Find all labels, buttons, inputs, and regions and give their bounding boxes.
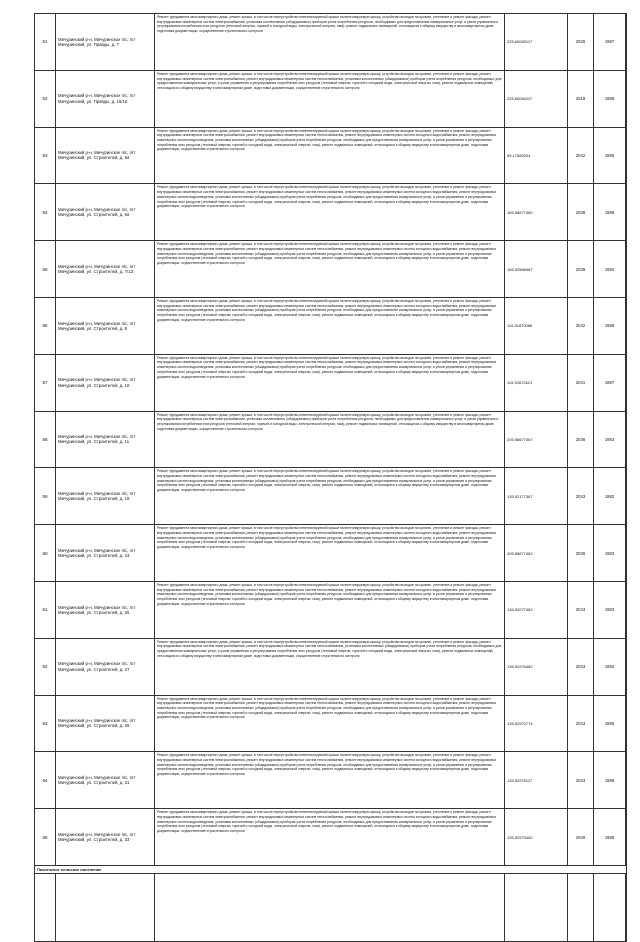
row-number: 57 <box>35 354 56 411</box>
works-description-cell: Ремонт фундамента многоквартирного дома, ремонт крыши, в том числе переустройство невентилируемой крыши на вентилируемую крышу, устройство выходов на кровлю, утепление и ремонт фасада, ремонт внутридомовых инженерных систем электроснабжения, установка коллективных (общедомовых) приборов учета потребления ресурсов, необходимых для предоставления коммунальных услуг, и узлов управления и регулирования потребления этих ресурсов (тепловой энергии, горячей и холодной воды, электрической энергии, газа), ремонт подвальных помещений, относящихся к общему имуществу в многоквартирном доме, подготовка документации, осуществление строительного контроля <box>155 14 505 71</box>
address-cell: Мичуринский р-н, Мичуринское п/с, пгт Мичуринский, ул. Правды, д. 7 <box>56 14 155 71</box>
planned-year-cell: 2043 <box>568 638 594 695</box>
empty-cell <box>626 184 627 241</box>
planned-year-cell: 2026 <box>568 14 594 71</box>
table-row <box>35 752 627 809</box>
area-value-cell: 205,58677482 <box>505 525 568 582</box>
row-number: 53 <box>35 127 56 184</box>
row-number: 55 <box>35 241 56 298</box>
build-year-cell: 1982 <box>594 468 626 525</box>
build-year-cell: 1985 <box>594 809 626 866</box>
area-value-cell: 115,52672621 <box>505 354 568 411</box>
address-cell: Мичуринский р-н, Мичуринское п/с, пгт Мичуринский, ул. Строителей, д. 31 <box>56 752 155 809</box>
works-description-cell: Ремонт фундамента многоквартирного дома, ремонт крыши, в том числе переустройство невентилируемой крыши на вентилируемую крышу, устройство выходов на кровлю, утепление и ремонт фасада, ремонт внутридомовых инженерных систем электроснабжения, ремонт внутридомовых инженерных систем теплоснабжения, установка коллективных (общедомовых) приборов учета потребления ресурсов, необходимых для предоставления коммунальных услуг, и узлов управления и регулирования потребления этих ресурсов (тепловой энергии, горячей и холодной воды, электрической энергии, газа), ремонт подвальных помещений, относящихся к общему имуществу в многоквартирном доме, подготовка документации, осуществление строительного контроля <box>155 638 505 695</box>
table-row <box>35 695 627 752</box>
row-number: 63 <box>35 695 56 752</box>
area-value-cell: 135,52177367 <box>505 468 568 525</box>
address-cell: Мичуринский р-н, Мичуринское п/с, пгт Мичуринский, ул. Строителей, д. 5а <box>56 127 155 184</box>
row-number: 61 <box>35 581 56 638</box>
build-year-cell: 1985 <box>594 752 626 809</box>
empty-cell <box>626 809 627 866</box>
area-value-cell: 135,52970774 <box>505 695 568 752</box>
section-row <box>35 865 627 873</box>
empty-cell <box>626 525 627 582</box>
table-row <box>35 638 627 695</box>
row-number: 59 <box>35 468 56 525</box>
table-row <box>35 184 627 241</box>
empty-cell <box>626 241 627 298</box>
table-row <box>35 809 627 866</box>
area-value-cell: 205,58677367 <box>505 411 568 468</box>
empty-cell <box>505 873 568 941</box>
empty-cell <box>626 695 627 752</box>
table-row <box>35 354 627 411</box>
build-year-cell: 1989 <box>594 184 626 241</box>
planned-year-cell: 2043 <box>568 695 594 752</box>
works-description-cell: Ремонт фундамента многоквартирного дома, ремонт крыши, в том числе переустройство невентилируемой крыши на вентилируемую крышу, устройство выходов на кровлю, утепление и ремонт фасада, ремонт внутридомовых инженерных систем электроснабжения, ремонт внутридомовых инженерных систем теплоснабжения, ремонт внутридомовых инженерных систем холодного водоснабжения, ремонт внутридомовых инженерных систем водоотведения, установка коллективных (общедомовых) приборов учета потребления ресурсов, необходимых для предоставления коммунальных услуг, и узлов управления и регулирования потребления этих ресурсов (тепловой энергии, горячей и холодной воды, электрической энергии, газа), ремонт подвальных помещений, относящихся к общему имуществу в многоквартирном доме, подготовка документации, осуществление строительного контроля <box>155 809 505 866</box>
empty-cell <box>626 411 627 468</box>
row-number: 56 <box>35 297 56 354</box>
area-value-cell: 165,52586987 <box>505 241 568 298</box>
area-value-cell: 95,17680004 <box>505 127 568 184</box>
planned-year-cell: 2039 <box>568 241 594 298</box>
build-year-cell: 1984 <box>594 638 626 695</box>
empty-cell <box>626 14 627 71</box>
build-year-cell: 1983 <box>594 525 626 582</box>
area-value-cell: 135,52976482 <box>505 638 568 695</box>
table-body <box>35 14 627 942</box>
blank-row <box>35 873 627 941</box>
empty-cell <box>626 468 627 525</box>
empty-cell <box>626 297 627 354</box>
table-row <box>35 241 627 298</box>
table-row <box>35 297 627 354</box>
row-number: 51 <box>35 14 56 71</box>
empty-cell <box>56 873 155 941</box>
build-year-cell: 1985 <box>594 695 626 752</box>
empty-cell <box>626 70 627 127</box>
address-cell: Мичуринский р-н, Мичуринское п/с, пгт Мичуринский, ул. Строителей, д. 33 <box>56 809 155 866</box>
table-row <box>35 468 627 525</box>
works-description-cell: Ремонт фундамента многоквартирного дома, ремонт крыши, в том числе переустройство невентилируемой крыши на вентилируемую крышу, устройство выходов на кровлю, утепление и ремонт фасада, ремонт внутридомовых инженерных систем электроснабжения, ремонт внутридомовых инженерных систем теплоснабжения, установка коллективных (общедомовых) приборов учета потребления ресурсов, необходимых для предоставления коммунальных услуг, и узлов управления и регулирования потребления этих ресурсов (тепловой энергии, горячей и холодной воды, электрической энергии, газа), ремонт подвальных помещений, относящихся к общему имуществу в многоквартирном доме, подготовка документации, осуществление строительного контроля <box>155 70 505 127</box>
area-value-cell: 165,58677480 <box>505 184 568 241</box>
planned-year-cell: 2043 <box>568 468 594 525</box>
build-year-cell: 1987 <box>594 354 626 411</box>
works-description-cell: Ремонт фундамента многоквартирного дома, ремонт крыши, в том числе переустройство невентилируемой крыши на вентилируемую крышу, устройство выходов на кровлю, утепление и ремонт фасада, ремонт внутридомовых инженерных систем электроснабжения, установка коллективных (общедомовых) приборов учета потребления ресурсов, необходимых для предоставления коммунальных услуг, и узлов управления и регулирования потребления этих ресурсов (тепловой энергии, горячей и холодной воды, электрической энергии, газа), ремонт подвальных помещений, относящихся к общему имуществу в многоквартирном доме, подготовка документации, осуществление строительного контроля <box>155 411 505 468</box>
empty-cell <box>626 354 627 411</box>
planned-year-cell: 2043 <box>568 752 594 809</box>
planned-year-cell: 2041 <box>568 354 594 411</box>
address-cell: Мичуринский р-н, Мичуринское п/с, пгт Мичуринский, ул. Строителей, д. 25 <box>56 581 155 638</box>
empty-cell <box>155 873 505 941</box>
row-number: 64 <box>35 752 56 809</box>
table-row <box>35 525 627 582</box>
works-description-cell: Ремонт фундамента многоквартирного дома, ремонт крыши, в том числе переустройство невентилируемой крыши на вентилируемую крышу, устройство выходов на кровлю, утепление и ремонт фасада, ремонт внутридомовых инженерных систем электроснабжения, ремонт внутридомовых инженерных систем теплоснабжения, ремонт внутридомовых инженерных систем холодного водоснабжения, ремонт внутридомовых инженерных систем водоотведения, установка коллективных (общедомовых) приборов учета потребления ресурсов, необходимых для предоставления коммунальных услуг, и узлов управления и регулирования потребления этих ресурсов (тепловой энергии, горячей и холодной воды, электрической энергии, газа), ремонт подвальных помещений, относящихся к общему имуществу в многоквартирном доме, подготовка документации, осуществление строительного контроля <box>155 184 505 241</box>
works-description-cell: Ремонт фундамента многоквартирного дома, ремонт крыши, в том числе переустройство невентилируемой крыши на вентилируемую крышу, устройство выходов на кровлю, утепление и ремонт фасада, ремонт внутридомовых инженерных систем электроснабжения, ремонт внутридомовых инженерных систем теплоснабжения, ремонт внутридомовых инженерных систем холодного водоснабжения, ремонт внутридомовых инженерных систем водоотведения, установка коллективных (общедомовых) приборов учета потребления ресурсов, необходимых для предоставления коммунальных услуг, и узлов управления и регулирования потребления этих ресурсов (тепловой энергии, горячей и холодной воды, электрической энергии, газа), ремонт подвальных помещений, относящихся к общему имуществу в многоквартирном доме, подготовка документации, осуществление строительного контроля <box>155 241 505 298</box>
area-value-cell: 135,52077482 <box>505 581 568 638</box>
address-cell: Мичуринский р-н, Мичуринское п/с, пгт Мичуринский, ул. Строителей, д. 19 <box>56 468 155 525</box>
table-row <box>35 127 627 184</box>
empty-cell <box>626 127 627 184</box>
row-number: 65 <box>35 809 56 866</box>
empty-cell <box>626 581 627 638</box>
area-value-cell: 225,60084117 <box>505 70 568 127</box>
planned-year-cell: 2040 <box>568 809 594 866</box>
works-description-cell: Ремонт фундамента многоквартирного дома, ремонт крыши, в том числе переустройство невентилируемой крыши на вентилируемую крышу, устройство выходов на кровлю, утепление и ремонт фасада, ремонт внутридомовых инженерных систем электроснабжения, ремонт внутридомовых инженерных систем теплоснабжения, ремонт внутридомовых инженерных систем холодного водоснабжения, ремонт внутридомовых инженерных систем водоотведения, установка коллективных (общедомовых) приборов учета потребления ресурсов, необходимых для предоставления коммунальных услуг, и узлов управления и регулирования потребления этих ресурсов (тепловой энергии, горячей и холодной воды, электрической энергии, газа), ремонт подвальных помещений, относящихся к общему имуществу в многоквартирном доме, подготовка документации, осуществление строительного контроля <box>155 525 505 582</box>
empty-cell <box>35 873 56 941</box>
address-cell: Мичуринский р-н, Мичуринское п/с, пгт Мичуринский, ул. Строителей, д. 7/13 <box>56 241 155 298</box>
table-row <box>35 14 627 71</box>
build-year-cell: 1986 <box>594 297 626 354</box>
build-year-cell: 1985 <box>594 127 626 184</box>
planned-year-cell: 2042 <box>568 297 594 354</box>
works-description-cell: Ремонт фундамента многоквартирного дома, ремонт крыши, в том числе переустройство невентилируемой крыши на вентилируемую крышу, устройство выходов на кровлю, утепление и ремонт фасада, ремонт внутридомовых инженерных систем электроснабжения, ремонт внутридомовых инженерных систем теплоснабжения, ремонт внутридомовых инженерных систем холодного водоснабжения, ремонт внутридомовых инженерных систем водоотведения, установка коллективных (общедомовых) приборов учета потребления ресурсов, необходимых для предоставления коммунальных услуг, и узлов управления и регулирования потребления этих ресурсов (тепловой энергии, горячей и холодной воды, электрической энергии, газа), ремонт подвальных помещений, относящихся к общему имуществу в многоквартирном доме, подготовка документации, осуществление строительного контроля <box>155 695 505 752</box>
works-description-cell: Ремонт фундамента многоквартирного дома, ремонт крыши, в том числе переустройство невентилируемой крыши на вентилируемую крышу, устройство выходов на кровлю, утепление и ремонт фасада, ремонт внутридомовых инженерных систем электроснабжения, ремонт внутридомовых инженерных систем теплоснабжения, ремонт внутридомовых инженерных систем холодного водоснабжения, ремонт внутридомовых инженерных систем водоотведения, установка коллективных (общедомовых) приборов учета потребления ресурсов, необходимых для предоставления коммунальных услуг, и узлов управления и регулирования потребления этих ресурсов (тепловой энергии, горячей и холодной воды, электрической энергии, газа), ремонт подвальных помещений, относящихся к общему имуществу в многоквартирном доме, подготовка документации, осуществление строительного контроля <box>155 581 505 638</box>
address-cell: Мичуринский р-н, Мичуринское п/с, пгт Мичуринский, ул. Строителей, д. 10 <box>56 354 155 411</box>
area-value-cell: 115,51870086 <box>505 297 568 354</box>
works-description-cell: Ремонт фундамента многоквартирного дома, ремонт крыши, в том числе переустройство невентилируемой крыши на вентилируемую крышу, устройство выходов на кровлю, утепление и ремонт фасада, ремонт внутридомовых инженерных систем электроснабжения, ремонт внутридомовых инженерных систем теплоснабжения, ремонт внутридомовых инженерных систем холодного водоснабжения, ремонт внутридомовых инженерных систем водоотведения, установка коллективных (общедомовых) приборов учета потребления ресурсов, необходимых для предоставления коммунальных услуг, и узлов управления и регулирования потребления этих ресурсов (тепловой энергии, горячей и холодной воды, электрической энергии, газа), ремонт подвальных помещений, относящихся к общему имуществу в многоквартирном доме, подготовка документации, осуществление строительного контроля <box>155 468 505 525</box>
planned-year-cell: 2036 <box>568 411 594 468</box>
address-cell: Мичуринский р-н, Мичуринское п/с, пгт Мичуринский, ул. Строителей, д. 11 <box>56 411 155 468</box>
row-number: 52 <box>35 70 56 127</box>
area-value-cell: 225,60083117 <box>505 14 568 71</box>
address-cell: Мичуринский р-н, Мичуринское п/с, пгт Мичуринский, ул. Строителей, д. 23 <box>56 525 155 582</box>
table-row <box>35 411 627 468</box>
works-description-cell: Ремонт фундамента многоквартирного дома, ремонт крыши, в том числе переустройство невентилируемой крыши на вентилируемую крышу, устройство выходов на кровлю, утепление и ремонт фасада, ремонт внутридомовых инженерных систем электроснабжения, ремонт внутридомовых инженерных систем теплоснабжения, ремонт внутридомовых инженерных систем холодного водоснабжения, ремонт внутридомовых инженерных систем водоотведения, установка коллективных (общедомовых) приборов учета потребления ресурсов, необходимых для предоставления коммунальных услуг, и узлов управления и регулирования потребления этих ресурсов (тепловой энергии, горячей и холодной воды, электрической энергии, газа), ремонт подвальных помещений, относящихся к общему имуществу в многоквартирном доме, подготовка документации, осуществление строительного контроля <box>155 297 505 354</box>
address-cell: Мичуринский р-н, Мичуринское п/с, пгт Мичуринский, ул. Строителей, д. 27 <box>56 638 155 695</box>
row-number: 62 <box>35 638 56 695</box>
area-value-cell: 135,52976117 <box>505 752 568 809</box>
capital-repair-table <box>34 13 627 942</box>
empty-cell <box>594 873 626 941</box>
planned-year-cell: 2042 <box>568 127 594 184</box>
row-number: 60 <box>35 525 56 582</box>
table-row <box>35 70 627 127</box>
planned-year-cell: 2036 <box>568 525 594 582</box>
table-row <box>35 581 627 638</box>
build-year-cell: 1983 <box>594 411 626 468</box>
address-cell: Мичуринский р-н, Мичуринское п/с, пгт Мичуринский, ул. Строителей, д. 6а <box>56 184 155 241</box>
build-year-cell: 1986 <box>594 70 626 127</box>
address-cell: Мичуринский р-н, Мичуринское п/с, пгт Мичуринский, ул. Строителей, д. 8 <box>56 297 155 354</box>
planned-year-cell: 2018 <box>568 70 594 127</box>
address-cell: Мичуринский р-н, Мичуринское п/с, пгт Мичуринский, ул. Строителей, д. 29 <box>56 695 155 752</box>
area-value-cell: 135,52975462 <box>505 809 568 866</box>
empty-cell <box>568 873 594 941</box>
section-heading: Пахотнское сельское поселение <box>35 865 627 873</box>
row-number: 58 <box>35 411 56 468</box>
build-year-cell: 1987 <box>594 14 626 71</box>
works-description-cell: Ремонт фундамента многоквартирного дома, ремонт крыши, в том числе переустройство невентилируемой крыши на вентилируемую крышу, устройство выходов на кровлю, утепление и ремонт фасада, ремонт внутридомовых инженерных систем электроснабжения, ремонт внутридомовых инженерных систем теплоснабжения, ремонт внутридомовых инженерных систем холодного водоснабжения, ремонт внутридомовых инженерных систем водоотведения, установка коллективных (общедомовых) приборов учета потребления ресурсов, необходимых для предоставления коммунальных услуг, и узлов управления и регулирования потребления этих ресурсов (тепловой энергии, горячей и холодной воды, электрической энергии, газа), ремонт подвальных помещений, относящихся к общему имуществу в многоквартирном доме, подготовка документации, осуществление строительного контроля <box>155 752 505 809</box>
document-page <box>34 13 615 942</box>
planned-year-cell: 2043 <box>568 581 594 638</box>
empty-cell <box>626 873 627 941</box>
empty-cell <box>626 638 627 695</box>
row-number: 54 <box>35 184 56 241</box>
build-year-cell: 1984 <box>594 241 626 298</box>
works-description-cell: Ремонт фундамента многоквартирного дома, ремонт крыши, в том числе переустройство невентилируемой крыши на вентилируемую крышу, устройство выходов на кровлю, утепление и ремонт фасада, ремонт внутридомовых инженерных систем электроснабжения, ремонт внутридомовых инженерных систем теплоснабжения, ремонт внутридомовых инженерных систем холодного водоснабжения, ремонт внутридомовых инженерных систем водоотведения, установка коллективных (общедомовых) приборов учета потребления ресурсов, необходимых для предоставления коммунальных услуг, и узлов управления и регулирования потребления этих ресурсов (тепловой энергии, горячей и холодной воды, электрической энергии, газа), ремонт подвальных помещений, относящихся к общему имуществу в многоквартирном доме, подготовка документации, осуществление строительного контроля <box>155 354 505 411</box>
planned-year-cell: 2036 <box>568 184 594 241</box>
works-description-cell: Ремонт фундамента многоквартирного дома, ремонт крыши, в том числе переустройство невентилируемой крыши на вентилируемую крышу, устройство выходов на кровлю, утепление и ремонт фасада, ремонт внутридомовых инженерных систем электроснабжения, ремонт внутридомовых инженерных систем теплоснабжения, ремонт внутридомовых инженерных систем холодного водоснабжения, ремонт внутридомовых инженерных систем водоотведения, установка коллективных (общедомовых) приборов учета потребления ресурсов, необходимых для предоставления коммунальных услуг, и узлов управления и регулирования потребления этих ресурсов (тепловой энергии, горячей и холодной воды, электрической энергии, газа), ремонт подвальных помещений, относящихся к общему имуществу в многоквартирном доме, подготовка документации, осуществление строительного контроля <box>155 127 505 184</box>
build-year-cell: 1983 <box>594 581 626 638</box>
empty-cell <box>626 752 627 809</box>
address-cell: Мичуринский р-н, Мичуринское п/с, пгт Мичуринский, ул. Правды, д. 15/10 <box>56 70 155 127</box>
